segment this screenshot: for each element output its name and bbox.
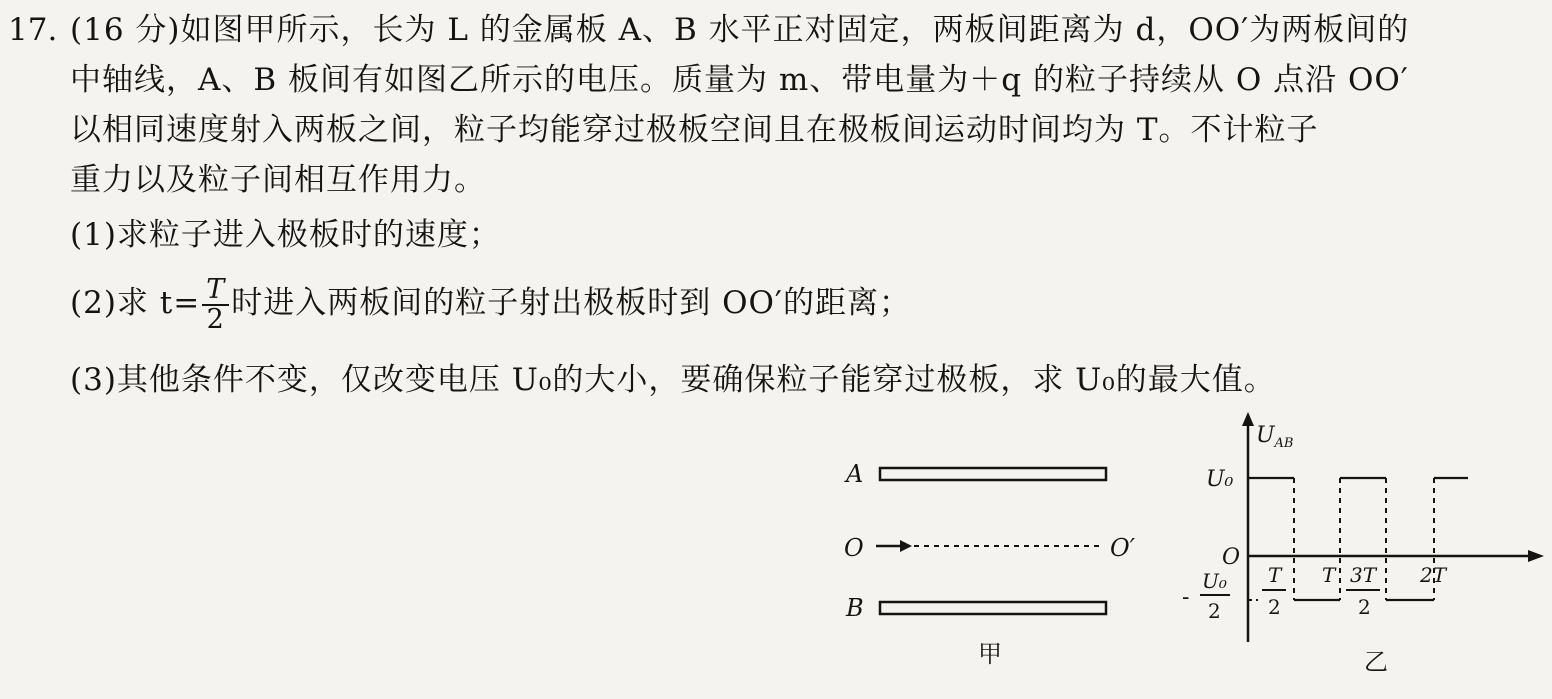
tick-t2-den: 2 <box>1268 595 1281 619</box>
question-number: 17. <box>8 12 58 48</box>
entry-arrow-head <box>900 540 912 552</box>
figure-jia-caption: 甲 <box>978 640 1002 668</box>
tick-3t2-den: 2 <box>1358 595 1371 619</box>
sub-question-1: (1)求粒子进入极板时的速度； <box>70 217 501 253</box>
question-line-2: 中轴线，A、B 板间有如图乙所示的电压。质量为 m、带电量为＋q 的粒子持续从 O 点沿 OO′ <box>70 62 1409 98</box>
exit-o-prime-label: O′ <box>1110 534 1136 562</box>
fraction-t-over-2 <box>202 273 229 335</box>
neg-label-den: 2 <box>1208 599 1221 623</box>
tick-2t: 2T <box>1420 563 1447 587</box>
origin-label: O <box>1222 545 1241 570</box>
plate-b <box>880 602 1106 614</box>
y-axis-label: $U_{AB}$ <box>1256 423 1294 451</box>
figure-yi <box>1178 412 1550 692</box>
sub-question-3: (3)其他条件不变，仅改变电压 U₀的大小，要确保粒子能穿过极板，求 U₀的最大值。 <box>70 362 1276 398</box>
plate-a-label: A <box>846 460 864 488</box>
figure-yi-caption: 乙 <box>1364 648 1388 676</box>
sub-question-2-prefix: (2)求 t= <box>70 285 201 321</box>
sub-question-2 <box>70 268 911 338</box>
plate-b-label: B <box>846 594 864 622</box>
origin-o-label: O <box>844 534 864 562</box>
figure-jia <box>838 450 1158 680</box>
tick-3t2-num: 3T <box>1350 563 1377 587</box>
question-line-1: (16 分)如图甲所示，长为 L 的金属板 A、B 水平正对固定，两板间距离为 d，OO′为两板间的 <box>70 12 1410 48</box>
question-line-3: 以相同速度射入两板之间，粒子均能穿过极板空间且在极板间运动时间均为 T。不计粒子 <box>70 112 1319 148</box>
question-line-4: 重力以及粒子间相互作用力。 <box>70 162 486 198</box>
plate-a <box>880 468 1106 480</box>
x-axis-arrow <box>1528 550 1544 562</box>
u0-label: U₀ <box>1206 467 1234 492</box>
neg-label-num: U₀ <box>1202 569 1227 593</box>
fraction-numerator: T <box>202 276 229 306</box>
tick-t2-num: T <box>1268 563 1282 587</box>
y-axis-arrow <box>1242 412 1254 426</box>
tick-t: T <box>1322 563 1336 587</box>
sub-question-2-suffix: 时进入两板间的粒子射出极板时到 OO′的距离； <box>231 285 911 321</box>
fraction-denominator: 2 <box>206 303 225 335</box>
neg-sign: - <box>1182 585 1190 610</box>
